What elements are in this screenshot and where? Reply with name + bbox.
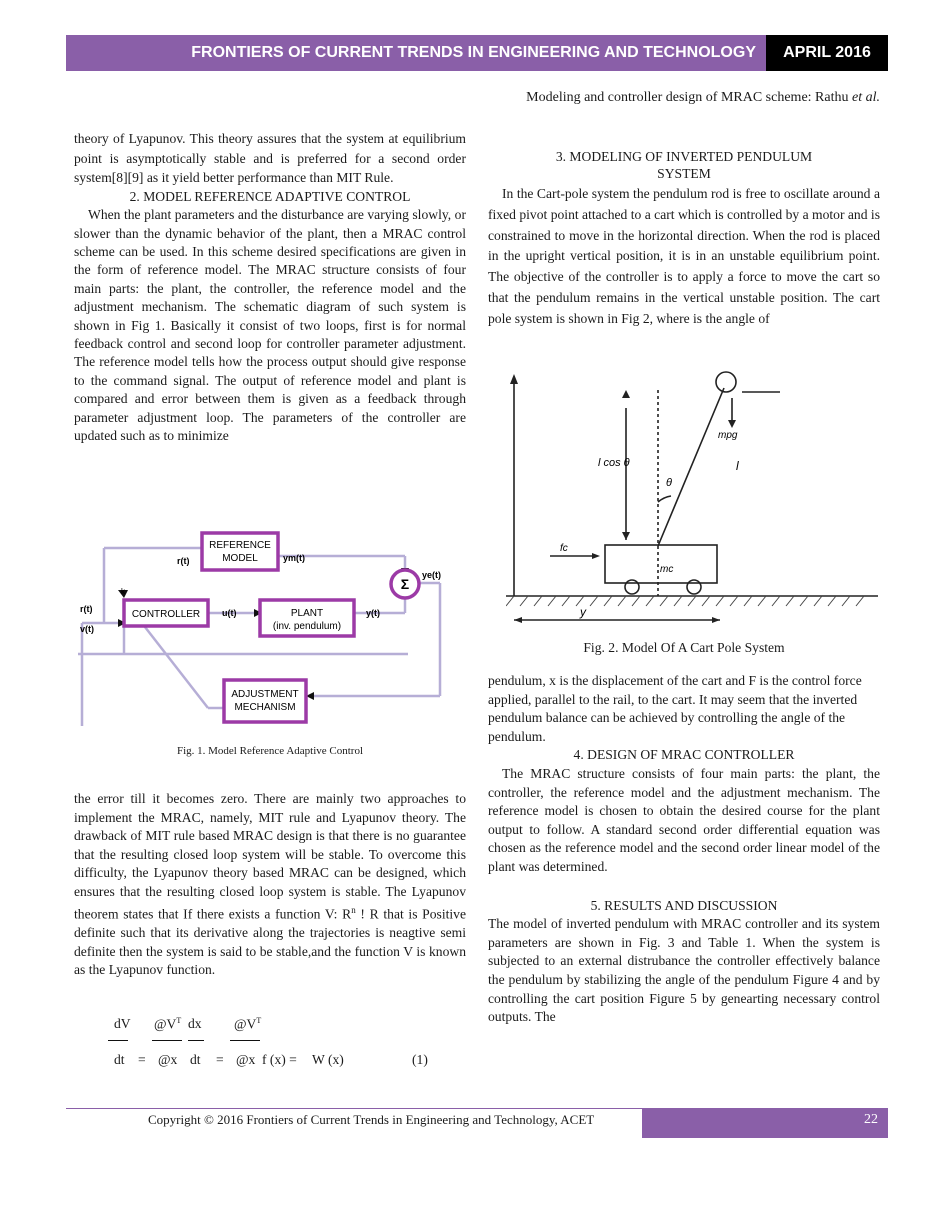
running-head	[486, 90, 880, 106]
figure-2-caption: Fig. 2. Model Of A Cart Pole System	[583, 640, 785, 655]
fig2-label-fc: fc	[560, 543, 568, 554]
page-number-box	[642, 1108, 888, 1138]
fig1-label-vt: v(t)	[80, 624, 94, 634]
left-column-bottom	[74, 790, 466, 980]
eq-fraction-bar-3	[188, 1040, 204, 1041]
eq-wx: W (x)	[312, 1052, 344, 1067]
paragraph-lyapunov-theory	[74, 790, 466, 980]
fig2-label-mpg: mpg	[718, 430, 738, 441]
fig1-reference-model-line1: REFERENCE	[209, 540, 271, 551]
eq-sup-t1: T	[176, 1016, 182, 1025]
fig1-label-ut: u(t)	[222, 608, 237, 618]
section-heading-mrac: 2. MODEL REFERENCE ADAPTIVE CONTROL	[129, 188, 411, 204]
eq-equals-1: =	[138, 1052, 146, 1067]
fig2-label-lcos: l cos θ	[598, 457, 630, 469]
left-column-top	[74, 129, 466, 445]
paragraph-pendulum-displacement: pendulum, x is the displacement of the cart and F is the control force applied, parallel to the rail, to the cart. It may seem that the inverted pendulum balance can be achieved by controlling the angle of the pendulum.	[488, 673, 862, 744]
footer-rule	[66, 1108, 642, 1109]
superscript-n: n	[351, 905, 356, 915]
fig1-label-ymt: ym(t)	[283, 553, 305, 563]
paragraph-results: The model of inverted pendulum with MRAC controller and its system parameters are shown in Fig. 3 and Table 1. When the system is subjected to an external distrubance the controller effectively balance the pendulum by stabilizing the angle of the pendulum Figure 4 and by controlling the cart position Figure 5 by genearting necessary control outputs. The	[488, 916, 880, 1025]
eq-dv: dV	[114, 1016, 131, 1031]
paragraph-lyapunov-intro: theory of Lyapunov. This theory assures that the system at equilibrium point is asymptotically stable and is preferred for a second order system[8][9] as it yield better performance than MIT Rule.	[74, 131, 466, 185]
fig1-label-yet: ye(t)	[422, 570, 442, 580]
paragraph-cart-pole: In the Cart-pole system the pendulum rod is free to oscillate around a fixed pivot point attached to a cart which is controlled by a motor and is constrained to move in the horizontal direction. When the rod is placed in the upright vertical position, it is in an unstable equilibrium point. The objective of the controller is to apply a force to move the cart so that the pendulum remains in the vertical unstable position. The cart pole system is shown in Fig 2, where is the angle of	[488, 186, 880, 326]
journal-title: FRONTIERS OF CURRENT TRENDS IN ENGINEERING AND TECHNOLOGY	[191, 44, 756, 61]
figure-mrac-diagram	[78, 528, 444, 728]
eq-number: (1)	[412, 1052, 428, 1067]
eq-dt-2: dt	[190, 1052, 201, 1067]
eq-dx: dx	[188, 1016, 202, 1031]
eq-fraction-bar-2	[152, 1040, 182, 1041]
page-number: 22	[864, 1112, 878, 1127]
fig1-plant-label: PLANT	[290, 608, 324, 619]
fig1-plant-sublabel: (inv. pendulum)	[272, 621, 342, 632]
fig2-label-y: y	[580, 605, 586, 619]
eq-partial-x-2: @x	[236, 1052, 256, 1067]
fig1-adjustment-line1: ADJUSTMENT	[231, 689, 299, 700]
paragraph-design: The MRAC structure consists of four main parts: the plant, the controller, the reference model and the adjustment mechanism. The reference model is chosen to obtain the desired course for the plant output to follow. A standard second order differential equation was chosen as the reference model and the second order linear model of the plant was determined.	[488, 765, 880, 874]
fig1-label-rt-input: r(t)	[80, 604, 93, 614]
journal-banner	[66, 35, 766, 71]
right-column-top	[488, 148, 880, 330]
fig1-label-k: k	[121, 587, 125, 596]
fig1-adjustment-line2: MECHANISM	[234, 702, 296, 713]
section-heading-modeling: 3. MODELING OF INVERTED PENDULUM SYSTEM	[555, 149, 813, 181]
fig1-reference-model-line2: MODEL	[222, 553, 258, 564]
fig2-label-mc: mc	[660, 564, 674, 575]
section-heading-results: 5. RESULTS AND DISCUSSION	[590, 897, 778, 913]
paragraph-mrac: When the plant parameters and the disturbance are varying slowly, or slower than the dynamic behavior of the plant, then a MRAC control scheme can be used. In this scheme desired specifications are given in the form of reference model. The MRAC structure consists of four main parts: the plant, the controller, the reference model and the adjustment mechanism. The schematic diagram of such system is shown in Fig 1. Basically it consist of two loops, first is for normal feedback control and second loop for controller parameter adjustment. The reference model tells how the process output should give response to the command signal. The output of reference model and plant is compared and error between them is given as a feedback through parameter adjustment loop. The parameters of the controller are updated such as to minimize	[74, 207, 466, 443]
fig1-sum-symbol: Σ	[400, 576, 410, 592]
eq-fx: f (x) =	[262, 1052, 297, 1067]
eq-fraction-bar-4	[230, 1040, 260, 1041]
issue-date: APRIL 2016	[766, 35, 888, 71]
fig1-label-rt: r(t)	[177, 556, 190, 566]
section-heading-design: 4. DESIGN OF MRAC CONTROLLER	[573, 747, 795, 763]
eq-sup-t2: T	[256, 1016, 262, 1025]
fig2-label-l: l	[736, 459, 739, 473]
right-column-bottom	[488, 672, 880, 1027]
fig2-label-theta: θ	[666, 477, 672, 489]
eq-partial-x-1: @x	[158, 1052, 178, 1067]
equation-1	[100, 1010, 440, 1070]
lyapunov-text-b: ! R that is Positive definite such that its derivative along the trajectories is neagtive semi definite then the system is said to be stable,and the function V is known as the Lyapunov function.	[74, 906, 466, 978]
eq-dv-partial-2	[234, 1016, 261, 1033]
eq-fraction-bar-1	[108, 1040, 128, 1041]
footer-copyright: Copyright © 2016 Frontiers of Current Trends in Engineering and Technology, ACET	[148, 1112, 595, 1127]
eq-partial-v-1: @V	[154, 1016, 177, 1032]
eq-dt: dt	[114, 1052, 125, 1067]
eq-equals-2: =	[216, 1052, 224, 1067]
fig1-label-yt: y(t)	[366, 608, 380, 618]
running-head-text: Modeling and controller design of MRAC scheme: Rathu	[526, 90, 849, 105]
eq-dv-partial	[154, 1016, 181, 1033]
fig1-controller-label: CONTROLLER	[131, 609, 201, 620]
eq-partial-v-2: @V	[234, 1016, 257, 1032]
figure-cart-pole	[506, 368, 878, 630]
running-head-etal: et al.	[852, 90, 880, 105]
lyapunov-text-a: the error till it becomes zero. There are mainly two approaches to implement the MRAC, namely, MIT rule and Lyapunov theory. The drawback of MIT rule based MRAC design is that there is no guarantee that the resulting closed loop system will be stable. To overcome this difficulty, the Lyapunov theory based MRAC can be designed, which ensures that the resulting closed loop system is stable. The Lyapunov theorem states that If there exists a function V: R	[74, 791, 466, 922]
figure-1-caption: Fig. 1. Model Reference Adaptive Control	[176, 745, 364, 757]
